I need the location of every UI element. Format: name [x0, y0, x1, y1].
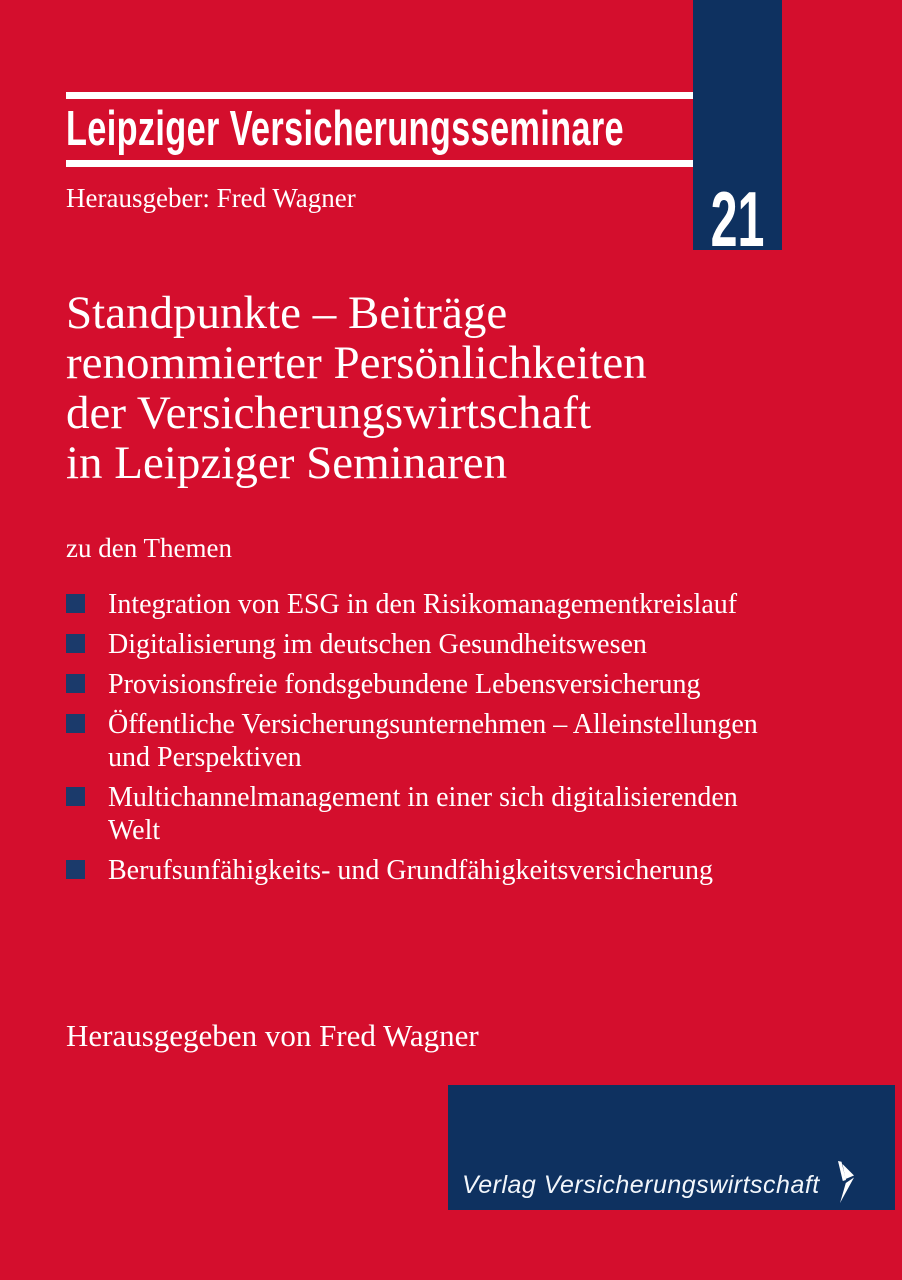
- bullet-square-icon: [66, 787, 85, 806]
- publisher-name: Verlag Versicherungswirtschaft: [462, 1170, 820, 1199]
- topic-item: [66, 668, 790, 701]
- publisher-box: [448, 1085, 895, 1210]
- topic-item: [66, 854, 790, 887]
- bullet-square-icon: [66, 860, 85, 879]
- topic-text: Integration von ESG in den Risikomanagementkreislauf: [108, 589, 738, 620]
- bullet-square-icon: [66, 594, 85, 613]
- topic-text: Multichannelmanagement in einer sich digitalisierenden Welt: [108, 782, 738, 846]
- topic-text: Berufsunfähigkeits- und Grundfähigkeitsversicherung: [108, 855, 713, 886]
- topics-list: [66, 588, 790, 894]
- bullet-square-icon: [66, 674, 85, 693]
- book-title-line-3: der Versicherungswirtschaft: [66, 387, 592, 439]
- book-title-line-4: in Leipziger Seminaren: [66, 437, 508, 489]
- volume-number: 21: [710, 175, 765, 264]
- book-title-line-2: renommierter Persönlichkeiten: [66, 337, 647, 389]
- series-band-bottom-rule: [66, 160, 782, 167]
- topic-item: [66, 708, 790, 774]
- bullet-square-icon: [66, 634, 85, 653]
- series-band-top-rule: [66, 92, 782, 99]
- series-title: Leipziger Versicherungsseminare: [66, 102, 624, 156]
- bullet-square-icon: [66, 714, 85, 733]
- series-editor-line: Herausgeber: Fred Wagner: [66, 183, 356, 213]
- book-title: [66, 288, 647, 488]
- topic-text: Öffentliche Versicherungsunternehmen – Alleinstellungen und Perspektiven: [108, 709, 758, 773]
- topic-text: Digitalisierung im deutschen Gesundheitswesen: [108, 629, 647, 660]
- volume-number-bar: [693, 0, 782, 264]
- topics-label: zu den Themen: [66, 533, 232, 563]
- topic-item: [66, 588, 790, 621]
- topic-item: [66, 628, 790, 661]
- book-title-line-1: Standpunkte – Beiträge: [66, 287, 508, 339]
- topic-text: Provisionsfreie fondsgebundene Lebensversicherung: [108, 669, 701, 700]
- vvw-sail-icon: [832, 1161, 854, 1203]
- editor-line: Herausgegeben von Fred Wagner: [66, 1018, 479, 1053]
- topic-item: [66, 781, 790, 847]
